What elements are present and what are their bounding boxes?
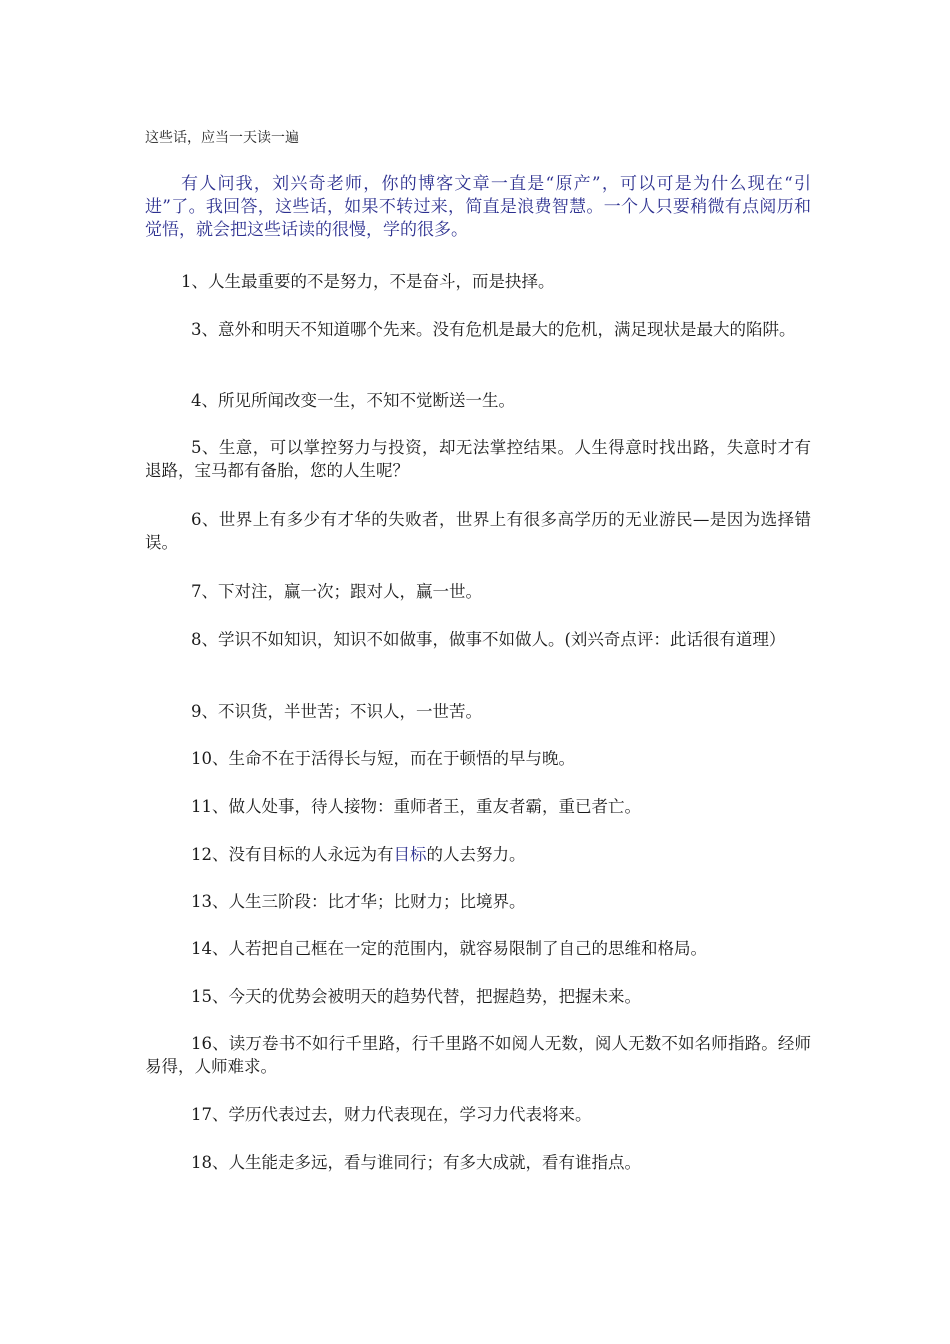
list-item: 4、所见所闻改变一生，不知不觉断送一生。 — [191, 391, 515, 410]
list-item: 6、世界上有多少有才华的失败者，世界上有很多高学历的无业游民—是因为选择错误。 — [145, 510, 811, 552]
list-item: 8、学识不如知识，知识不如做事，做事不如做人。(刘兴奇点评：此话很有道理） — [191, 630, 786, 649]
list-item: 3、意外和明天不知道哪个先来。没有危机是最大的危机，满足现状是最大的陷阱。 — [191, 320, 796, 339]
list-item: 5、生意，可以掌控努力与投资，却无法掌控结果。人生得意时找出路，失意时才有退路，宝马都有备胎，您的人生呢？ — [145, 438, 811, 480]
item-12-text-after: 的人去努力。 — [426, 845, 526, 864]
list-item-12 — [145, 843, 811, 866]
intro-paragraph: 有人问我，刘兴奇老师，你的博客文章一直是“原产”，可以可是为什么现在“引进”了。我回答，这些话，如果不转过来，简直是浪费智慧。一个人只要稍微有点阅历和觉悟，就会把这些话读的很慢，学的很多。 — [145, 174, 811, 240]
list-item: 7、下对注，赢一次；跟对人，赢一世。 — [191, 582, 482, 601]
list-item: 15、今天的优势会被明天的趋势代替，把握趋势，把握未来。 — [191, 987, 641, 1006]
list-item: 14、人若把自己框在一定的范围内，就容易限制了自己的思维和格局。 — [191, 939, 707, 958]
document-title: 这些话，应当一天读一遍 — [145, 130, 299, 146]
list-item: 18、人生能走多远，看与谁同行；有多大成就，看有谁指点。 — [191, 1153, 641, 1172]
goal-link[interactable]: 目标 — [393, 845, 427, 864]
item-12-text-before: 12、没有目标的人永远为有 — [191, 845, 394, 864]
list-item: 17、学历代表过去，财力代表现在，学习力代表将来。 — [191, 1105, 592, 1124]
list-item: 11、做人处事，待人接物：重师者王，重友者霸，重已者亡。 — [191, 797, 641, 816]
list-item: 16、读万卷书不如行千里路，行千里路不如阅人无数，阅人无数不如名师指路。经师易得，人师难求。 — [145, 1034, 811, 1076]
list-item: 10、生命不在于活得长与短，而在于顿悟的早与晚。 — [191, 749, 575, 768]
list-item: 13、人生三阶段：比才华；比财力；比境界。 — [191, 892, 526, 911]
list-item: 1、人生最重要的不是努力，不是奋斗，而是抉择。 — [181, 272, 555, 291]
list-item: 9、不识货，半世苦；不识人，一世苦。 — [191, 702, 482, 721]
